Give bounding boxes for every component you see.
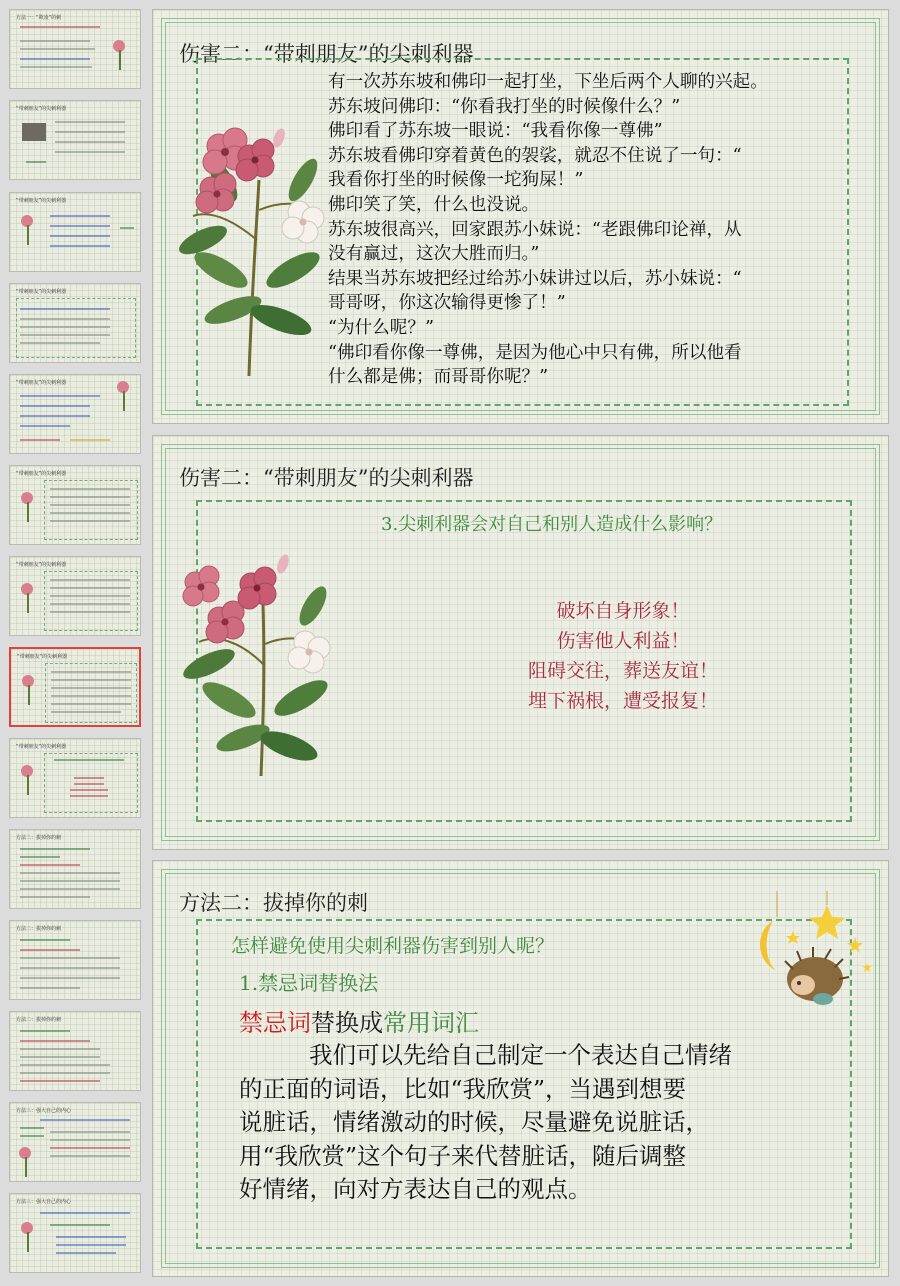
- story-line: 苏东坡很高兴，回家跟苏小妹说：“老跟佛印论禅，从: [328, 219, 742, 240]
- thumbnail-title: 方法二：拔掉你的刺: [16, 1017, 62, 1023]
- moon-star-hedgehog-icon: [743, 891, 883, 1011]
- paragraph-line: 我们可以先给自己制定一个表达自己情绪: [309, 1041, 732, 1069]
- story-text: [328, 70, 768, 390]
- thumbnail-title: 方法一：“欺凌”的刺: [16, 15, 62, 21]
- slide-thumbnail-panel[interactable]: [0, 0, 150, 1286]
- thumbnail-title: “带刺朋友”的尖刺利器: [16, 198, 67, 204]
- story-line: 哥哥呀，你这次输得更惨了！”: [328, 293, 566, 314]
- slide-thumbnail-8-selected[interactable]: [9, 647, 141, 727]
- replace-rule: [239, 1003, 479, 1038]
- slide-impacts[interactable]: [152, 435, 889, 850]
- slide-title: 伤害二：“带刺朋友”的尖刺利器: [179, 42, 474, 66]
- slide-thumbnail-12[interactable]: [9, 1011, 141, 1091]
- slide-thumbnail-6[interactable]: [9, 465, 141, 545]
- slide-thumbnail-5[interactable]: [9, 374, 141, 454]
- thumbnail-title: “带刺朋友”的尖刺利器: [16, 562, 67, 568]
- thumbnail-title: “带刺朋友”的尖刺利器: [16, 106, 67, 112]
- thumbnail-title: “带刺朋友”的尖刺利器: [17, 654, 68, 660]
- thumbnail-title: “带刺朋友”的尖刺利器: [16, 289, 67, 295]
- story-line: 苏东坡看佛印穿着黄色的袈裟，就忍不住说了一句：“: [328, 145, 742, 166]
- story-line: 结果当苏东坡把经过给苏小妹讲过以后，苏小妹说：“: [328, 268, 742, 289]
- slide-thumbnail-9[interactable]: [9, 738, 141, 818]
- thumbnail-title: 方法二：拔掉你的刺: [16, 926, 62, 932]
- slide-story[interactable]: [152, 9, 889, 424]
- story-line: 有一次苏东坡和佛印一起打坐，下坐后两个人聊的兴起。: [328, 72, 768, 92]
- flower-illustration: [165, 524, 355, 784]
- slide-thumbnail-10[interactable]: [9, 829, 141, 909]
- thumbnail-title: 方法二：拔掉你的刺: [16, 835, 62, 841]
- thumbnail-title: 方法三：强大自己的内心: [16, 1108, 72, 1114]
- slide-thumbnail-1[interactable]: [9, 9, 141, 89]
- story-line: 没有赢过，这次大胜而归。”: [328, 244, 540, 265]
- thumbnail-title: “带刺朋友”的尖刺利器: [16, 744, 67, 750]
- question-text: 3.尖刺利器会对自己和别人造成什么影响？: [381, 514, 723, 535]
- slide-thumbnail-3[interactable]: [9, 192, 141, 272]
- slide-thumbnail-2[interactable]: [9, 100, 141, 180]
- slide-thumbnail-14[interactable]: [9, 1193, 141, 1273]
- story-line: 佛印笑了笑，什么也没说。: [328, 194, 540, 215]
- slide-method[interactable]: [152, 860, 889, 1277]
- paragraph-line: 用“我欣赏”这个句子来代替脏话，随后调整: [239, 1141, 687, 1170]
- flower-illustration: [163, 90, 343, 390]
- method-subtitle: 1.禁忌词替换法: [239, 971, 379, 995]
- impact-list: [433, 596, 813, 716]
- slide-title: 伤害二：“带刺朋友”的尖刺利器: [179, 466, 474, 490]
- rule-forbidden-word: 禁忌词: [239, 1009, 311, 1037]
- slide-thumbnail-7[interactable]: [9, 556, 141, 636]
- impact-item: 阻碍交往，葬送友谊！: [527, 660, 718, 682]
- slide-title: 方法二：拔掉你的刺: [179, 891, 368, 915]
- thumbnail-title: 方法三：强大自己的内心: [16, 1199, 72, 1205]
- rule-connector: 替换成: [311, 1009, 383, 1037]
- impact-item: 伤害他人利益！: [556, 630, 690, 652]
- slide-thumbnail-13[interactable]: [9, 1102, 141, 1182]
- story-line: “佛印看你像一尊佛，是因为他心中只有佛，所以他看: [328, 342, 742, 363]
- paragraph-line: 好情绪，向对方表达自己的观点。: [239, 1175, 592, 1203]
- paragraph-line: 的正面的词语，比如“我欣赏”，当遇到想要: [239, 1074, 687, 1103]
- story-line: 我看你打坐的时候像一坨狗屎！”: [328, 170, 584, 191]
- thumbnail-title: “带刺朋友”的尖刺利器: [16, 380, 67, 386]
- impact-item: 破坏自身形象！: [556, 600, 690, 622]
- slide-thumbnail-11[interactable]: [9, 920, 141, 1000]
- rule-common-word: 常用词汇: [383, 1009, 479, 1037]
- story-line: 佛印看了苏东坡一眼说：“我看你像一尊佛”: [328, 121, 663, 142]
- method-paragraph: [239, 1039, 732, 1207]
- story-line: 苏东坡问佛印：“你看我打坐的时候像什么？”: [328, 96, 681, 117]
- story-line: 什么都是佛；而哥哥你呢？”: [328, 367, 549, 388]
- slide-thumbnail-4[interactable]: [9, 283, 141, 363]
- thumbnail-title: “带刺朋友”的尖刺利器: [16, 471, 67, 477]
- paragraph-line: 说脏话，情绪激动的时候，尽量避免说脏话，: [239, 1108, 709, 1136]
- question-text: 怎样避免使用尖刺利器伤害到别人呢？: [231, 935, 555, 957]
- story-line: “为什么呢？”: [328, 317, 434, 338]
- impact-item: 埋下祸根，遭受报复！: [527, 690, 718, 712]
